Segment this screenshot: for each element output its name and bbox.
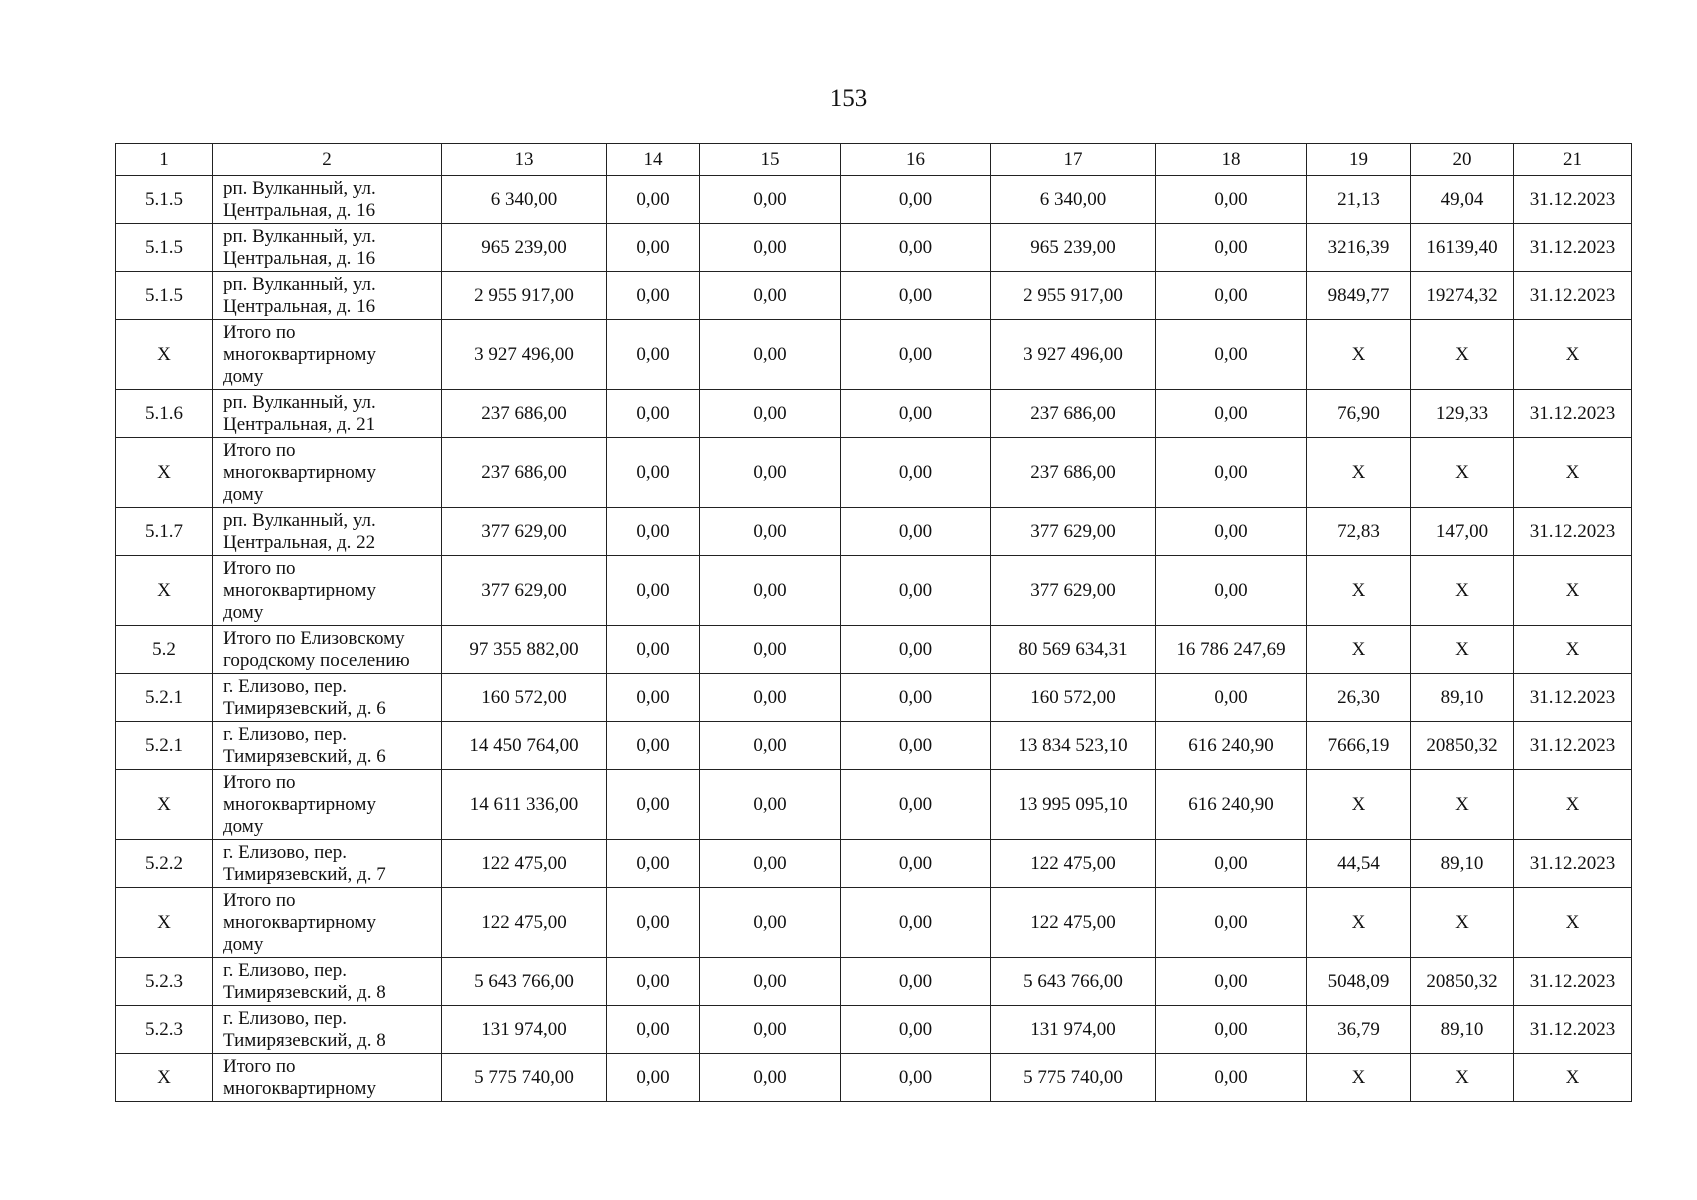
col17-cell: 13 995 095,10 bbox=[991, 770, 1156, 840]
col16-cell: 0,00 bbox=[841, 320, 991, 390]
col18-cell: 0,00 bbox=[1156, 840, 1307, 888]
col16-cell: 0,00 bbox=[841, 272, 991, 320]
row-number-cell: X bbox=[116, 888, 213, 958]
col13-cell: 5 775 740,00 bbox=[442, 1054, 607, 1102]
col14-cell: 0,00 bbox=[607, 508, 700, 556]
col17-cell: 5 775 740,00 bbox=[991, 1054, 1156, 1102]
col13-cell: 97 355 882,00 bbox=[442, 626, 607, 674]
col13-cell: 5 643 766,00 bbox=[442, 958, 607, 1006]
col19-cell: 5048,09 bbox=[1307, 958, 1411, 1006]
header-cell: 2 bbox=[213, 144, 442, 176]
table-row bbox=[116, 1054, 1632, 1102]
header-row bbox=[116, 144, 1632, 176]
table-row bbox=[116, 176, 1632, 224]
col14-cell: 0,00 bbox=[607, 272, 700, 320]
col20-cell: 16139,40 bbox=[1411, 224, 1514, 272]
col20-cell: 20850,32 bbox=[1411, 722, 1514, 770]
col15-cell: 0,00 bbox=[700, 272, 841, 320]
row-number-cell: 5.2.2 bbox=[116, 840, 213, 888]
col17-cell: 3 927 496,00 bbox=[991, 320, 1156, 390]
col16-cell: 0,00 bbox=[841, 840, 991, 888]
col17-cell: 122 475,00 bbox=[991, 888, 1156, 958]
col18-cell: 0,00 bbox=[1156, 1054, 1307, 1102]
col20-cell: 89,10 bbox=[1411, 674, 1514, 722]
table-row bbox=[116, 674, 1632, 722]
date-cell: X bbox=[1514, 556, 1632, 626]
header-cell: 16 bbox=[841, 144, 991, 176]
col18-cell: 0,00 bbox=[1156, 320, 1307, 390]
address-cell: рп. Вулканный, ул. Центральная, д. 22 bbox=[213, 508, 442, 556]
header-cell: 20 bbox=[1411, 144, 1514, 176]
col14-cell: 0,00 bbox=[607, 626, 700, 674]
col18-cell: 616 240,90 bbox=[1156, 722, 1307, 770]
col20-cell: X bbox=[1411, 770, 1514, 840]
col17-cell: 6 340,00 bbox=[991, 176, 1156, 224]
row-number-cell: X bbox=[116, 1054, 213, 1102]
row-number-cell: X bbox=[116, 320, 213, 390]
col13-cell: 14 450 764,00 bbox=[442, 722, 607, 770]
row-number-cell: 5.1.6 bbox=[116, 390, 213, 438]
col14-cell: 0,00 bbox=[607, 840, 700, 888]
col14-cell: 0,00 bbox=[607, 958, 700, 1006]
col19-cell: 21,13 bbox=[1307, 176, 1411, 224]
row-number-cell: 5.2.1 bbox=[116, 722, 213, 770]
col13-cell: 3 927 496,00 bbox=[442, 320, 607, 390]
header-cell: 14 bbox=[607, 144, 700, 176]
col20-cell: 89,10 bbox=[1411, 1006, 1514, 1054]
address-cell: Итого по многоквартирному дому bbox=[213, 888, 442, 958]
table-row bbox=[116, 272, 1632, 320]
col17-cell: 237 686,00 bbox=[991, 390, 1156, 438]
col18-cell: 0,00 bbox=[1156, 508, 1307, 556]
date-cell: 31.12.2023 bbox=[1514, 508, 1632, 556]
address-cell: г. Елизово, пер. Тимирязевский, д. 6 bbox=[213, 722, 442, 770]
date-cell: 31.12.2023 bbox=[1514, 722, 1632, 770]
table-row bbox=[116, 888, 1632, 958]
table-row bbox=[116, 390, 1632, 438]
col14-cell: 0,00 bbox=[607, 722, 700, 770]
col13-cell: 377 629,00 bbox=[442, 556, 607, 626]
col14-cell: 0,00 bbox=[607, 224, 700, 272]
col18-cell: 0,00 bbox=[1156, 438, 1307, 508]
col18-cell: 0,00 bbox=[1156, 958, 1307, 1006]
col16-cell: 0,00 bbox=[841, 1006, 991, 1054]
col17-cell: 965 239,00 bbox=[991, 224, 1156, 272]
col15-cell: 0,00 bbox=[700, 674, 841, 722]
address-cell: рп. Вулканный, ул. Центральная, д. 21 bbox=[213, 390, 442, 438]
col17-cell: 122 475,00 bbox=[991, 840, 1156, 888]
col13-cell: 237 686,00 bbox=[442, 438, 607, 508]
row-number-cell: X bbox=[116, 770, 213, 840]
col19-cell: X bbox=[1307, 888, 1411, 958]
col19-cell: 7666,19 bbox=[1307, 722, 1411, 770]
address-cell: г. Елизово, пер. Тимирязевский, д. 8 bbox=[213, 958, 442, 1006]
col19-cell: 44,54 bbox=[1307, 840, 1411, 888]
header-cell: 19 bbox=[1307, 144, 1411, 176]
col16-cell: 0,00 bbox=[841, 770, 991, 840]
col14-cell: 0,00 bbox=[607, 176, 700, 224]
col18-cell: 0,00 bbox=[1156, 888, 1307, 958]
table-row bbox=[116, 320, 1632, 390]
col13-cell: 2 955 917,00 bbox=[442, 272, 607, 320]
col16-cell: 0,00 bbox=[841, 1054, 991, 1102]
col13-cell: 377 629,00 bbox=[442, 508, 607, 556]
row-number-cell: 5.1.5 bbox=[116, 224, 213, 272]
col15-cell: 0,00 bbox=[700, 556, 841, 626]
row-number-cell: 5.2.3 bbox=[116, 958, 213, 1006]
col15-cell: 0,00 bbox=[700, 508, 841, 556]
col14-cell: 0,00 bbox=[607, 1006, 700, 1054]
col19-cell: 9849,77 bbox=[1307, 272, 1411, 320]
col15-cell: 0,00 bbox=[700, 958, 841, 1006]
col17-cell: 131 974,00 bbox=[991, 1006, 1156, 1054]
header-cell: 1 bbox=[116, 144, 213, 176]
col15-cell: 0,00 bbox=[700, 176, 841, 224]
col16-cell: 0,00 bbox=[841, 888, 991, 958]
date-cell: X bbox=[1514, 770, 1632, 840]
address-cell: г. Елизово, пер. Тимирязевский, д. 7 bbox=[213, 840, 442, 888]
col15-cell: 0,00 bbox=[700, 438, 841, 508]
date-cell: 31.12.2023 bbox=[1514, 958, 1632, 1006]
col17-cell: 80 569 634,31 bbox=[991, 626, 1156, 674]
col20-cell: X bbox=[1411, 556, 1514, 626]
col20-cell: 129,33 bbox=[1411, 390, 1514, 438]
col18-cell: 0,00 bbox=[1156, 272, 1307, 320]
date-cell: 31.12.2023 bbox=[1514, 176, 1632, 224]
col19-cell: X bbox=[1307, 626, 1411, 674]
col18-cell: 0,00 bbox=[1156, 1006, 1307, 1054]
col13-cell: 131 974,00 bbox=[442, 1006, 607, 1054]
page-number: 153 bbox=[829, 85, 868, 112]
col16-cell: 0,00 bbox=[841, 390, 991, 438]
col17-cell: 13 834 523,10 bbox=[991, 722, 1156, 770]
row-number-cell: X bbox=[116, 556, 213, 626]
col15-cell: 0,00 bbox=[700, 770, 841, 840]
table-row bbox=[116, 1006, 1632, 1054]
col19-cell: 36,79 bbox=[1307, 1006, 1411, 1054]
col19-cell: X bbox=[1307, 770, 1411, 840]
date-cell: 31.12.2023 bbox=[1514, 674, 1632, 722]
col17-cell: 237 686,00 bbox=[991, 438, 1156, 508]
col18-cell: 0,00 bbox=[1156, 556, 1307, 626]
col15-cell: 0,00 bbox=[700, 626, 841, 674]
col15-cell: 0,00 bbox=[700, 320, 841, 390]
header-cell: 18 bbox=[1156, 144, 1307, 176]
table-row bbox=[116, 722, 1632, 770]
date-cell: X bbox=[1514, 1054, 1632, 1102]
col19-cell: X bbox=[1307, 556, 1411, 626]
header-cell: 13 bbox=[442, 144, 607, 176]
header-cell: 15 bbox=[700, 144, 841, 176]
col19-cell: 3216,39 bbox=[1307, 224, 1411, 272]
col16-cell: 0,00 bbox=[841, 556, 991, 626]
col13-cell: 160 572,00 bbox=[442, 674, 607, 722]
table-row bbox=[116, 626, 1632, 674]
col14-cell: 0,00 bbox=[607, 888, 700, 958]
col19-cell: 76,90 bbox=[1307, 390, 1411, 438]
address-cell: Итого по многоквартирному bbox=[213, 1054, 442, 1102]
col19-cell: X bbox=[1307, 438, 1411, 508]
table-row bbox=[116, 508, 1632, 556]
col20-cell: X bbox=[1411, 888, 1514, 958]
col16-cell: 0,00 bbox=[841, 176, 991, 224]
col18-cell: 0,00 bbox=[1156, 224, 1307, 272]
col16-cell: 0,00 bbox=[841, 674, 991, 722]
col13-cell: 965 239,00 bbox=[442, 224, 607, 272]
address-cell: Итого по многоквартирному дому bbox=[213, 438, 442, 508]
col18-cell: 0,00 bbox=[1156, 390, 1307, 438]
col19-cell: 72,83 bbox=[1307, 508, 1411, 556]
col15-cell: 0,00 bbox=[700, 722, 841, 770]
col13-cell: 122 475,00 bbox=[442, 888, 607, 958]
col17-cell: 377 629,00 bbox=[991, 556, 1156, 626]
table-row bbox=[116, 224, 1632, 272]
date-cell: X bbox=[1514, 320, 1632, 390]
col20-cell: X bbox=[1411, 1054, 1514, 1102]
date-cell: 31.12.2023 bbox=[1514, 390, 1632, 438]
col20-cell: X bbox=[1411, 438, 1514, 508]
row-number-cell: 5.1.5 bbox=[116, 272, 213, 320]
row-number-cell: 5.1.7 bbox=[116, 508, 213, 556]
row-number-cell: 5.2.3 bbox=[116, 1006, 213, 1054]
col14-cell: 0,00 bbox=[607, 556, 700, 626]
col16-cell: 0,00 bbox=[841, 722, 991, 770]
header-cell: 17 bbox=[991, 144, 1156, 176]
col18-cell: 16 786 247,69 bbox=[1156, 626, 1307, 674]
col20-cell: 89,10 bbox=[1411, 840, 1514, 888]
col20-cell: 20850,32 bbox=[1411, 958, 1514, 1006]
address-cell: рп. Вулканный, ул. Центральная, д. 16 bbox=[213, 176, 442, 224]
col16-cell: 0,00 bbox=[841, 626, 991, 674]
table-row bbox=[116, 770, 1632, 840]
date-cell: 31.12.2023 bbox=[1514, 272, 1632, 320]
col14-cell: 0,00 bbox=[607, 770, 700, 840]
col19-cell: X bbox=[1307, 1054, 1411, 1102]
col15-cell: 0,00 bbox=[700, 888, 841, 958]
col14-cell: 0,00 bbox=[607, 438, 700, 508]
col13-cell: 237 686,00 bbox=[442, 390, 607, 438]
table-row bbox=[116, 840, 1632, 888]
table-row bbox=[116, 438, 1632, 508]
col16-cell: 0,00 bbox=[841, 438, 991, 508]
row-number-cell: 5.2.1 bbox=[116, 674, 213, 722]
col16-cell: 0,00 bbox=[841, 508, 991, 556]
col17-cell: 377 629,00 bbox=[991, 508, 1156, 556]
address-cell: Итого по многоквартирному дому bbox=[213, 556, 442, 626]
col20-cell: 147,00 bbox=[1411, 508, 1514, 556]
col14-cell: 0,00 bbox=[607, 390, 700, 438]
col14-cell: 0,00 bbox=[607, 1054, 700, 1102]
col17-cell: 2 955 917,00 bbox=[991, 272, 1156, 320]
col18-cell: 0,00 bbox=[1156, 176, 1307, 224]
col18-cell: 0,00 bbox=[1156, 674, 1307, 722]
address-cell: Итого по многоквартирному дому bbox=[213, 770, 442, 840]
col15-cell: 0,00 bbox=[700, 390, 841, 438]
address-cell: рп. Вулканный, ул. Центральная, д. 16 bbox=[213, 224, 442, 272]
address-cell: рп. Вулканный, ул. Центральная, д. 16 bbox=[213, 272, 442, 320]
col19-cell: 26,30 bbox=[1307, 674, 1411, 722]
table-row bbox=[116, 958, 1632, 1006]
col16-cell: 0,00 bbox=[841, 224, 991, 272]
col19-cell: X bbox=[1307, 320, 1411, 390]
date-cell: X bbox=[1514, 438, 1632, 508]
table-body bbox=[116, 144, 1632, 1102]
col17-cell: 160 572,00 bbox=[991, 674, 1156, 722]
date-cell: 31.12.2023 bbox=[1514, 1006, 1632, 1054]
col15-cell: 0,00 bbox=[700, 1006, 841, 1054]
col15-cell: 0,00 bbox=[700, 1054, 841, 1102]
address-cell: г. Елизово, пер. Тимирязевский, д. 6 bbox=[213, 674, 442, 722]
col18-cell: 616 240,90 bbox=[1156, 770, 1307, 840]
row-number-cell: X bbox=[116, 438, 213, 508]
address-cell: г. Елизово, пер. Тимирязевский, д. 8 bbox=[213, 1006, 442, 1054]
col13-cell: 14 611 336,00 bbox=[442, 770, 607, 840]
col20-cell: 49,04 bbox=[1411, 176, 1514, 224]
date-cell: X bbox=[1514, 888, 1632, 958]
col17-cell: 5 643 766,00 bbox=[991, 958, 1156, 1006]
col20-cell: X bbox=[1411, 626, 1514, 674]
col13-cell: 6 340,00 bbox=[442, 176, 607, 224]
address-cell: Итого по Елизовскому городскому поселению bbox=[213, 626, 442, 674]
header-cell: 21 bbox=[1514, 144, 1632, 176]
address-cell: Итого по многоквартирному дому bbox=[213, 320, 442, 390]
col13-cell: 122 475,00 bbox=[442, 840, 607, 888]
date-cell: 31.12.2023 bbox=[1514, 224, 1632, 272]
date-cell: 31.12.2023 bbox=[1514, 840, 1632, 888]
table-row bbox=[116, 556, 1632, 626]
col15-cell: 0,00 bbox=[700, 840, 841, 888]
date-cell: X bbox=[1514, 626, 1632, 674]
col20-cell: 19274,32 bbox=[1411, 272, 1514, 320]
row-number-cell: 5.2 bbox=[116, 626, 213, 674]
row-number-cell: 5.1.5 bbox=[116, 176, 213, 224]
col14-cell: 0,00 bbox=[607, 320, 700, 390]
col15-cell: 0,00 bbox=[700, 224, 841, 272]
col14-cell: 0,00 bbox=[607, 674, 700, 722]
col20-cell: X bbox=[1411, 320, 1514, 390]
col16-cell: 0,00 bbox=[841, 958, 991, 1006]
data-table bbox=[115, 143, 1632, 1102]
